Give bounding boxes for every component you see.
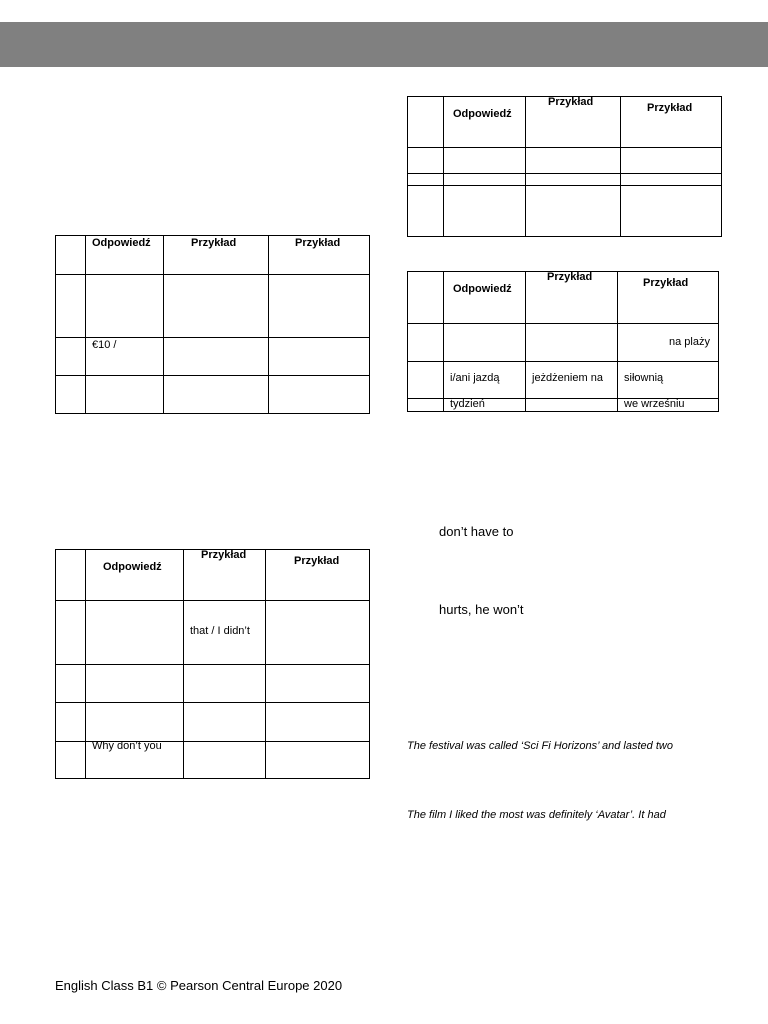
header-example: Przykład — [647, 102, 693, 114]
table-cell — [56, 275, 86, 338]
table-cell — [526, 399, 618, 412]
table-cell — [408, 148, 444, 174]
table-cell — [269, 376, 370, 414]
table-cell — [266, 742, 370, 779]
table-cell — [56, 665, 86, 703]
answer-table-left-1 — [55, 235, 370, 414]
table-cell — [56, 601, 86, 665]
header-bar — [0, 22, 768, 67]
table-cell — [408, 324, 444, 362]
table-cell — [444, 399, 526, 412]
cell-text: tydzień — [450, 398, 485, 410]
table-cell — [526, 174, 621, 186]
table-cell — [184, 742, 266, 779]
table-cell — [266, 665, 370, 703]
table-cell — [184, 601, 266, 665]
table-cell — [618, 324, 719, 362]
table-header-cell — [618, 272, 719, 324]
header-answer: Odpowiedź — [453, 283, 512, 295]
cell-text: na plaży — [669, 336, 710, 348]
header-example: Przykład — [548, 96, 594, 108]
table-header-cell — [266, 550, 370, 601]
table-cell — [164, 275, 269, 338]
table-header-cell — [86, 550, 184, 601]
table-cell — [621, 148, 722, 174]
header-answer: Odpowiedź — [92, 237, 151, 249]
cell-text: jeżdżeniem na — [532, 372, 603, 384]
table-header-cell — [444, 97, 526, 148]
table-cell — [86, 703, 184, 742]
table-cell — [269, 338, 370, 376]
table-header-cell — [269, 236, 370, 275]
table-header-cell — [164, 236, 269, 275]
table-cell — [444, 324, 526, 362]
table-cell — [86, 338, 164, 376]
italic-text-line: The festival was called ‘Sci Fi Horizons’ and lasted two — [407, 740, 673, 752]
header-example: Przykład — [295, 237, 341, 249]
table-header-cell — [86, 236, 164, 275]
cell-text: that / I didn’t — [190, 625, 250, 637]
table-cell — [408, 97, 444, 148]
table-header-cell — [184, 550, 266, 601]
table-cell — [408, 174, 444, 186]
table-cell — [621, 174, 722, 186]
table-cell — [86, 742, 184, 779]
table-cell — [444, 174, 526, 186]
table-header-cell — [526, 272, 618, 324]
table-cell — [86, 275, 164, 338]
italic-text-line: The film I liked the most was definitely ‘Avatar’. It had — [407, 809, 666, 821]
answer-table-right-1 — [407, 96, 722, 237]
table-cell — [444, 362, 526, 399]
table-cell — [86, 601, 184, 665]
text-line: hurts, he won’t — [439, 602, 524, 617]
table-cell — [164, 376, 269, 414]
table-cell — [444, 148, 526, 174]
cell-text: Why don’t you — [92, 740, 162, 752]
header-answer: Odpowiedź — [103, 561, 162, 573]
table-cell — [618, 399, 719, 412]
table-header-cell — [621, 97, 722, 148]
table-cell — [526, 148, 621, 174]
table-cell — [56, 236, 86, 275]
table-cell — [266, 703, 370, 742]
table-cell — [408, 272, 444, 324]
table-header-cell — [444, 272, 526, 324]
table-cell — [408, 186, 444, 237]
table-cell — [56, 338, 86, 376]
table-cell — [526, 362, 618, 399]
cell-text: siłownią — [624, 372, 664, 384]
table-cell — [184, 703, 266, 742]
table-cell — [86, 665, 184, 703]
cell-text: €10 / — [92, 339, 117, 351]
table-cell — [56, 550, 86, 601]
answer-table-right-2 — [407, 271, 719, 412]
table-cell — [408, 399, 444, 412]
table-cell — [618, 362, 719, 399]
table-cell — [526, 324, 618, 362]
table-cell — [444, 186, 526, 237]
header-answer: Odpowiedź — [453, 108, 512, 120]
table-header-cell — [526, 97, 621, 148]
text-line: don’t have to — [439, 524, 514, 539]
table-cell — [408, 362, 444, 399]
table-cell — [269, 275, 370, 338]
header-example: Przykład — [201, 549, 247, 561]
header-example: Przykład — [643, 277, 689, 289]
table-cell — [56, 376, 86, 414]
table-cell — [56, 742, 86, 779]
answer-table-left-2 — [55, 549, 370, 779]
table-cell — [526, 186, 621, 237]
header-example: Przykład — [294, 555, 340, 567]
table-cell — [266, 601, 370, 665]
header-example: Przykład — [191, 237, 237, 249]
header-example: Przykład — [547, 271, 593, 283]
cell-text: we wrześniu — [624, 398, 685, 410]
cell-text: i/ani jazdą — [450, 372, 500, 384]
table-cell — [621, 186, 722, 237]
table-cell — [184, 665, 266, 703]
table-cell — [164, 338, 269, 376]
table-cell — [86, 376, 164, 414]
table-cell — [56, 703, 86, 742]
footer-copyright: English Class B1 © Pearson Central Europe 2020 — [55, 978, 343, 993]
